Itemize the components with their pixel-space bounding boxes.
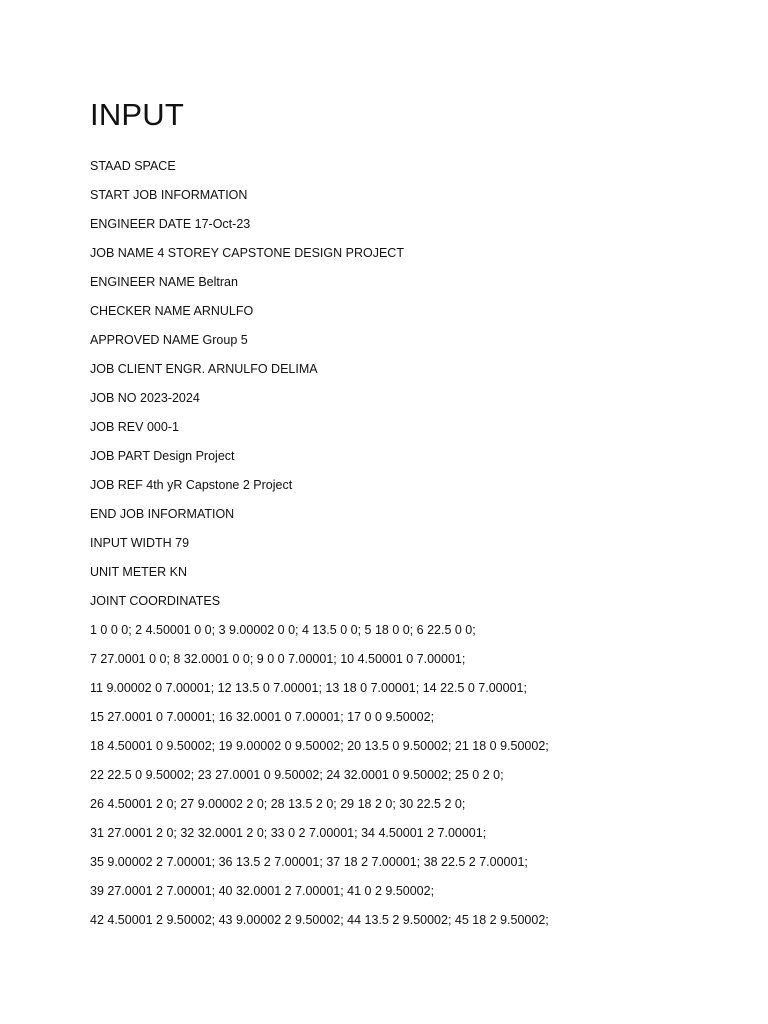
text-line: 1 0 0 0; 2 4.50001 0 0; 3 9.00002 0 0; 4 13.5 0 0; 5 18 0 0; 6 22.5 0 0;: [90, 623, 476, 637]
text-line: STAAD SPACE: [90, 159, 176, 173]
text-line: 7 27.0001 0 0; 8 32.0001 0 0; 9 0 0 7.00001; 10 4.50001 0 7.00001;: [90, 652, 466, 666]
document-page: [90, 96, 750, 935]
text-line: 26 4.50001 2 0; 27 9.00002 2 0; 28 13.5 2 0; 29 18 2 0; 30 22.5 2 0;: [90, 797, 466, 811]
text-line: START JOB INFORMATION: [90, 188, 248, 202]
text-line: 11 9.00002 0 7.00001; 12 13.5 0 7.00001; 13 18 0 7.00001; 14 22.5 0 7.00001;: [90, 681, 527, 695]
text-line: 35 9.00002 2 7.00001; 36 13.5 2 7.00001; 37 18 2 7.00001; 38 22.5 2 7.00001;: [90, 855, 528, 869]
text-line: JOB CLIENT ENGR. ARNULFO DELIMA: [90, 362, 318, 376]
text-line: JOB REF 4th yR Capstone 2 Project: [90, 478, 293, 492]
document-title: INPUT: [90, 97, 184, 132]
text-line: 39 27.0001 2 7.00001; 40 32.0001 2 7.00001; 41 0 2 9.50002;: [90, 884, 435, 898]
text-line: JOB REV 000-1: [90, 420, 179, 434]
text-line: ENGINEER NAME Beltran: [90, 275, 238, 289]
text-line: UNIT METER KN: [90, 565, 187, 579]
text-line: 22 22.5 0 9.50002; 23 27.0001 0 9.50002; 24 32.0001 0 9.50002; 25 0 2 0;: [90, 768, 504, 782]
text-line: ENGINEER DATE 17-Oct-23: [90, 217, 251, 231]
text-line: 42 4.50001 2 9.50002; 43 9.00002 2 9.50002; 44 13.5 2 9.50002; 45 18 2 9.50002;: [90, 913, 549, 927]
text-line: APPROVED NAME Group 5: [90, 333, 248, 347]
text-line: JOB PART Design Project: [90, 449, 235, 463]
text-line: END JOB INFORMATION: [90, 507, 235, 521]
document-lines: [90, 152, 750, 935]
text-line: 15 27.0001 0 7.00001; 16 32.0001 0 7.00001; 17 0 0 9.50002;: [90, 710, 435, 724]
text-line: JOINT COORDINATES: [90, 594, 221, 608]
text-line: CHECKER NAME ARNULFO: [90, 304, 254, 318]
text-line: 18 4.50001 0 9.50002; 19 9.00002 0 9.50002; 20 13.5 0 9.50002; 21 18 0 9.50002;: [90, 739, 549, 753]
text-line: JOB NAME 4 STOREY CAPSTONE DESIGN PROJECT: [90, 246, 404, 260]
text-line: INPUT WIDTH 79: [90, 536, 190, 550]
text-line: 31 27.0001 2 0; 32 32.0001 2 0; 33 0 2 7.00001; 34 4.50001 2 7.00001;: [90, 826, 487, 840]
text-line: JOB NO 2023-2024: [90, 391, 200, 405]
